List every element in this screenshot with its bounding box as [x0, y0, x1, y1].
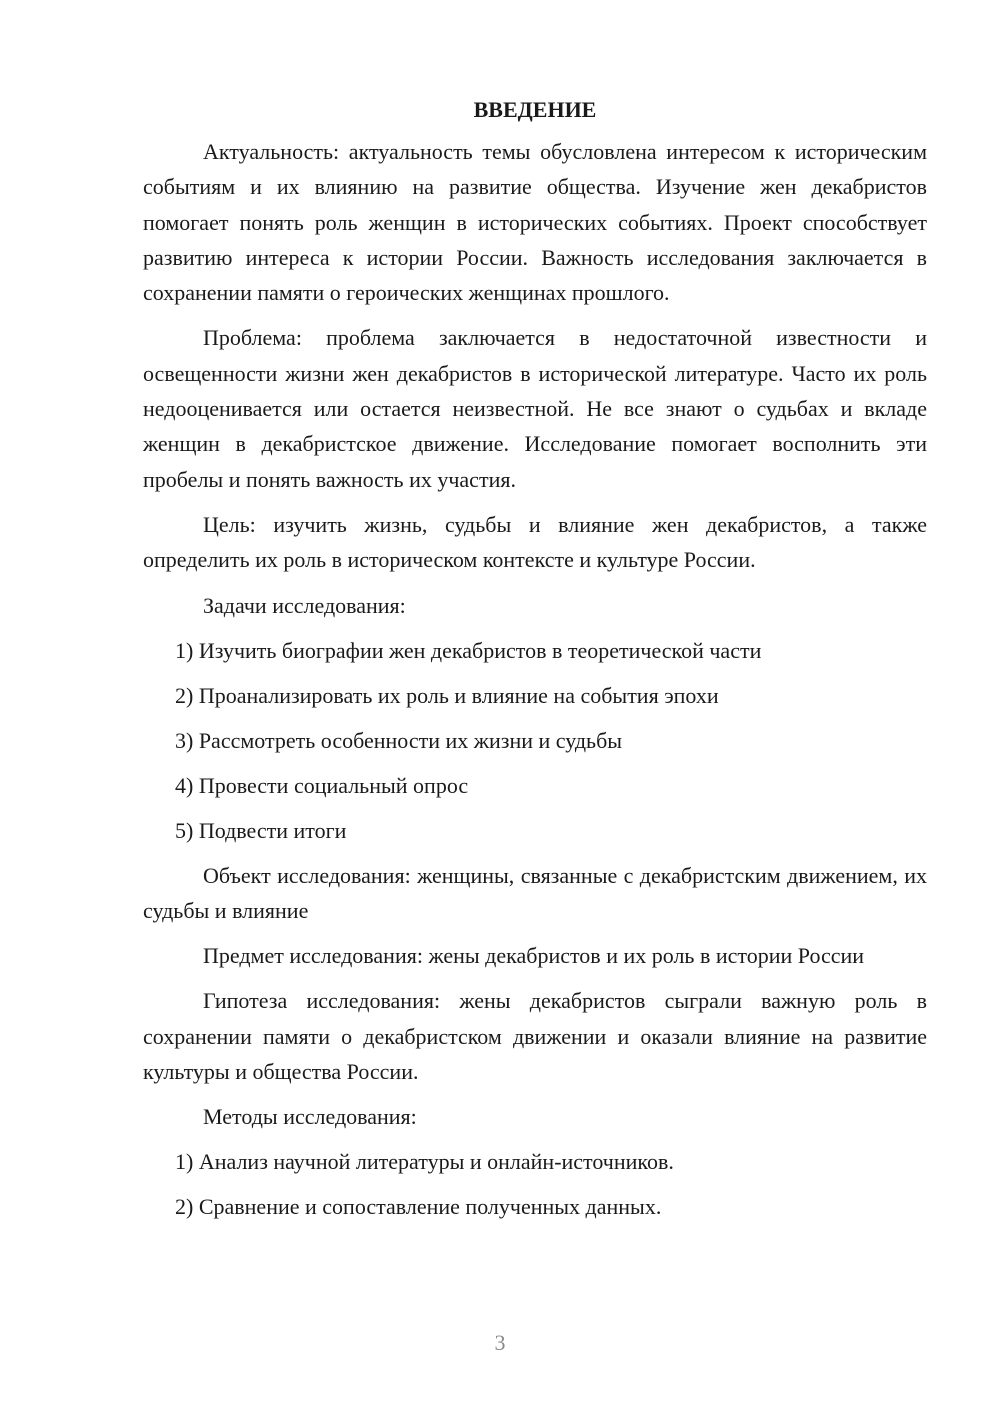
- paragraph-goal: Цель: изучить жизнь, судьбы и влияние жен декабристов, а также определить их роль в историческом контексте и культуре России.: [143, 511, 927, 573]
- paragraph-actuality: Актуальность: актуальность темы обусловлена интересом к историческим событиям и их влиянию на развитие общества. Изучение жен декабристов помогает понять роль женщин в исторических событиях. Проект способствует развитию интереса к истории России. Важность исследования заключается в сохранении памяти о героических женщинах прошлого.: [143, 139, 927, 306]
- section-title: ВВЕДЕНИЕ: [473, 97, 597, 122]
- paragraph-hypothesis: Гипотеза исследования: жены декабристов сыграли важную роль в сохранении памяти о декабристском движении и оказали влияние на развитие культуры и общества России.: [143, 988, 927, 1085]
- task-item-1: 1) Изучить биографии жен декабристов в теоретической части: [175, 637, 762, 663]
- document-page: [143, 92, 927, 1234]
- paragraph-problem: Проблема: проблема заключается в недостаточной известности и освещенности жизни жен декабристов в исторической литературе. Часто их роль недооценивается или остается неизвестной. Не все знают о судьбах и вкладе женщин в декабристское движение. Исследование помогает восполнить эти пробелы и понять важность их участия.: [143, 325, 927, 492]
- page-number: 3: [494, 1330, 506, 1355]
- methods-label: Методы исследования:: [203, 1104, 417, 1130]
- task-item-5: 5) Подвести итоги: [175, 817, 347, 843]
- tasks-label: Задачи исследования:: [203, 592, 406, 618]
- task-item-4: 4) Провести социальный опрос: [175, 772, 469, 798]
- task-item-2: 2) Проанализировать их роль и влияние на события эпохи: [175, 682, 719, 708]
- method-item-1: 1) Анализ научной литературы и онлайн-источников.: [175, 1149, 674, 1175]
- paragraph-subject: Предмет исследования: жены декабристов и их роль в истории России: [203, 943, 865, 969]
- paragraph-object: Объект исследования: женщины, связанные с декабристским движением, их судьбы и влияние: [143, 862, 927, 923]
- task-item-3: 3) Рассмотреть особенности их жизни и судьбы: [175, 727, 623, 753]
- method-item-2: 2) Сравнение и сопоставление полученных данных.: [175, 1194, 662, 1220]
